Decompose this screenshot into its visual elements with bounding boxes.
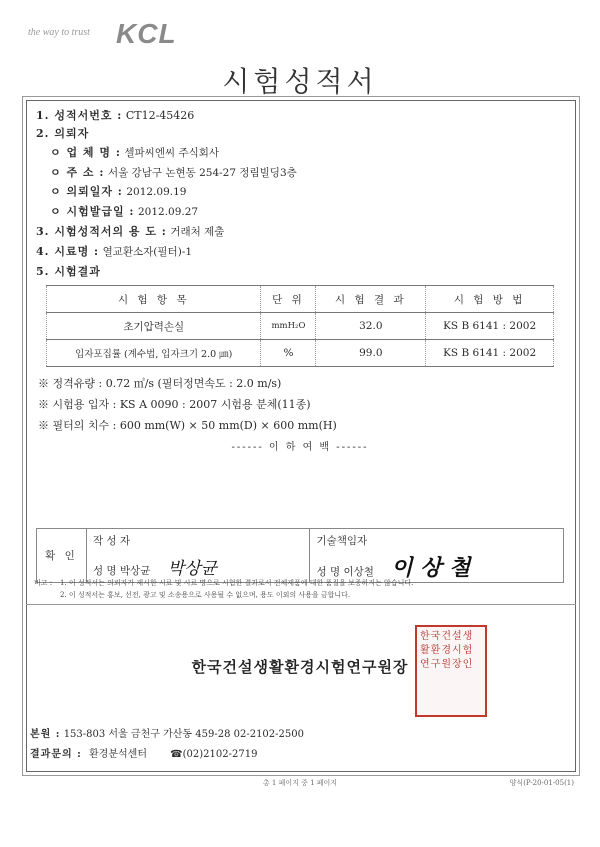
page-indicator: 총 1 페이지 중 1 페이지 (262, 779, 338, 787)
request-date-value: 2012.09.19 (126, 186, 187, 198)
form-code: 양식(P-20-01-05(1) (509, 779, 574, 787)
sample-value: 열교환소자(필터)-1 (102, 246, 193, 258)
note-flow-rate: ※ 정격유량 : 0.72 ㎥/s (필터정면속도 : 2.0 m/s) (38, 377, 282, 390)
hq-contact (30, 725, 304, 740)
institute-name: 한국건설생활환경시험연구원장 (191, 658, 409, 676)
remark-line: 2. 이 성적서는 홍보, 선전, 광고 및 소송용으로 사용될 수 없으며, 용도 이외의 사용을 금합니다. (60, 591, 351, 599)
address-row (50, 164, 297, 180)
header-item: 시 험 항 목 (47, 286, 261, 313)
issue-date-value: 2012.09.27 (137, 206, 199, 218)
company-row (50, 144, 219, 160)
remark-line: 1. 이 성적서는 의뢰자가 제시한 시료 및 시료 명으로 시험한 결과로서 전체제품에 대한 품질을 보증하지는 않습니다. (60, 579, 414, 587)
results-table (46, 285, 554, 367)
writer-name: 박상균 (119, 565, 151, 577)
manager-role: 기술책임자 (310, 529, 564, 552)
company-label: ㅇ 업 체 명 : (50, 146, 121, 159)
hq-label: 본원 : (30, 729, 61, 740)
header-unit: 단 위 (261, 286, 316, 313)
remarks-divider (26, 604, 576, 605)
purpose-label: 3. 시험성적서의 용 도 : (36, 225, 167, 238)
row-result: 99.0 (316, 340, 426, 367)
address-value: 서울 강남구 논현동 254-27 정림빌딩3층 (107, 167, 297, 179)
cert-number-value: CT12-45426 (125, 109, 195, 122)
row-unit: mmH₂O (261, 313, 316, 340)
row-method: KS B 6141 : 2002 (426, 340, 554, 367)
row-unit: % (261, 340, 316, 367)
manager-name-label: 성 명 (316, 566, 341, 578)
inquiry-label: 결과문의 : (30, 749, 82, 760)
cert-number-row (36, 107, 194, 123)
row-result: 32.0 (316, 313, 426, 340)
address-label: ㅇ 주 소 : (50, 166, 105, 179)
purpose-value: 거래처 제출 (170, 226, 225, 238)
note-test-particle: ※ 시험용 입자 : KS A 0090 : 2007 시험용 분체(11종) (38, 398, 311, 411)
issue-date-label: ㅇ 시험발급일 : (50, 205, 135, 218)
cert-number-label: 1. 성적서번호 : (36, 109, 123, 122)
header-method: 시 험 방 법 (426, 286, 554, 313)
row-item: 초기압력손실 (47, 313, 261, 340)
remarks-label: 비고 : (34, 579, 53, 587)
table-row (47, 340, 554, 367)
purpose-row (36, 223, 224, 239)
row-method: KS B 6141 : 2002 (426, 313, 554, 340)
tagline: the way to trust (28, 27, 90, 38)
inquiry-center: 환경분석센터 (89, 749, 147, 760)
confirm-label: 확 인 (37, 529, 87, 583)
header-result: 시 험 결 과 (316, 286, 426, 313)
end-of-content-mark: ------ 이 하 여 백 ------ (231, 442, 369, 453)
results-heading: 5. 시험결과 (36, 265, 101, 278)
writer-name-label: 성 명 (92, 565, 117, 577)
sample-label: 4. 시료명 : (36, 245, 100, 258)
manager-name: 이상철 (343, 566, 374, 578)
sample-row (36, 243, 192, 259)
note-dimensions: ※ 필터의 치수 : 600 mm(W) × 50 mm(D) × 600 mm(H) (38, 419, 337, 432)
client-heading: 2. 의뢰자 (36, 127, 90, 140)
kcl-logo: KCL (116, 18, 177, 49)
manager-signature: 이 상 철 (391, 555, 471, 581)
company-value: 셀파씨엔씨 주식회사 (124, 147, 220, 159)
writer-role: 작 성 자 (86, 529, 310, 552)
remarks-box (34, 577, 564, 601)
inquiry-phone: ☎(02)2102-2719 (170, 749, 258, 760)
table-row (47, 313, 554, 340)
issue-date-row (50, 203, 198, 219)
writer-signature: 박상균 (167, 559, 217, 579)
request-date-label: ㅇ 의뢰일자 : (50, 185, 123, 198)
request-date-row (50, 183, 186, 199)
hq-address: 153-803 서울 금천구 가산동 459-28 02-2102-2500 (63, 729, 304, 740)
inquiry-contact (30, 745, 257, 760)
official-seal: 한국건설생활환경시험연구원장인 (415, 625, 487, 717)
document-title: 시험성적서 (222, 65, 378, 98)
results-header-row (47, 286, 554, 313)
row-item: 입자포집률 (계수법, 입자크기 2.0 ㎛) (47, 340, 261, 367)
signoff-table (36, 528, 564, 583)
